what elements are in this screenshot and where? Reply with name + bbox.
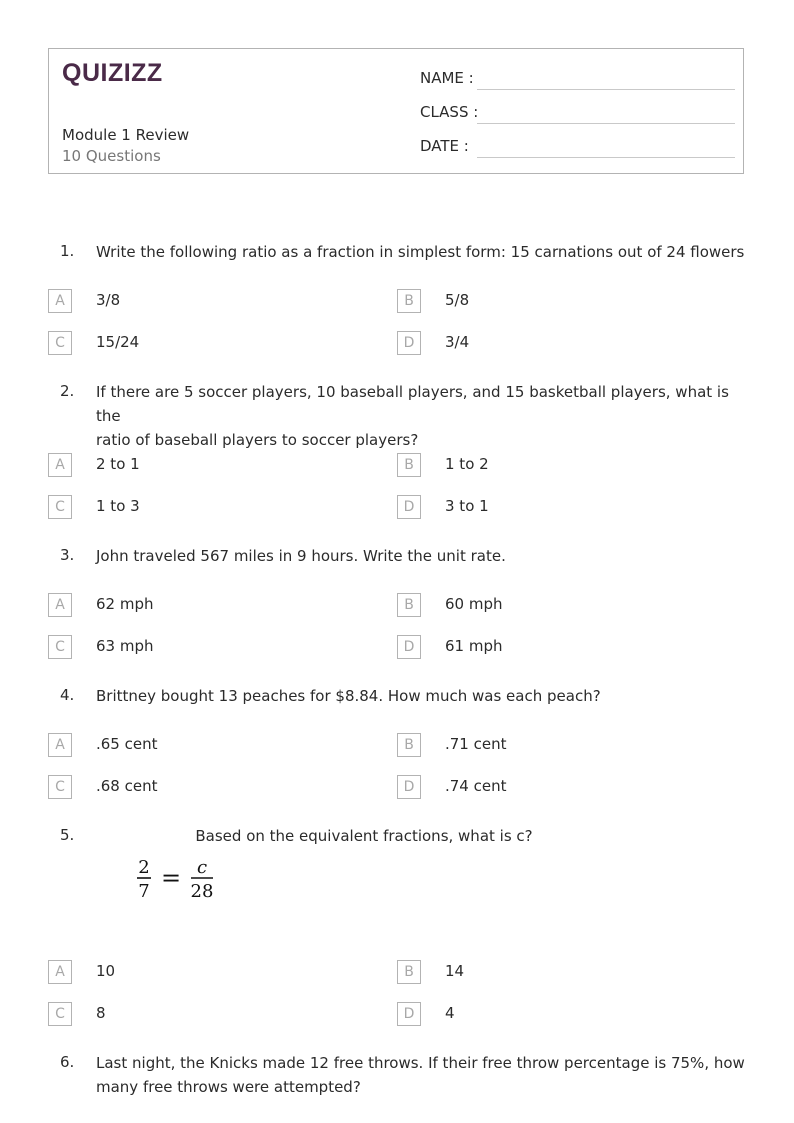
date-field[interactable] — [420, 137, 735, 157]
question-number: 4. — [60, 686, 75, 704]
option-text: .71 cent — [445, 735, 507, 753]
option-text: 4 — [445, 1004, 455, 1022]
option-letter-box: D — [397, 495, 421, 519]
option-text: 14 — [445, 962, 465, 980]
worksheet-title: Module 1 Review — [62, 126, 190, 144]
question-text — [96, 380, 746, 452]
option-text: 3 to 1 — [445, 497, 489, 515]
option-letter-box: C — [48, 331, 72, 355]
option-letter-box: B — [397, 960, 421, 984]
question-number: 2. — [60, 382, 75, 400]
date-label: DATE : — [420, 137, 469, 155]
fraction-equation-image — [136, 855, 226, 905]
option-letter-box: D — [397, 775, 421, 799]
option-letter-box: B — [397, 733, 421, 757]
left-denominator: 7 — [138, 881, 150, 902]
question-text — [96, 544, 746, 568]
worksheet-header — [48, 48, 744, 174]
question-text — [96, 240, 746, 264]
class-field[interactable] — [420, 103, 735, 123]
option-text: 8 — [96, 1004, 106, 1022]
option-text: 10 — [96, 962, 116, 980]
class-label: CLASS : — [420, 103, 479, 121]
question-number: 3. — [60, 546, 75, 564]
left-numerator: 2 — [138, 857, 150, 878]
equals-sign: = — [160, 864, 182, 892]
option-letter-box: D — [397, 635, 421, 659]
option-text: 3/4 — [445, 333, 470, 351]
option-letter-box: A — [48, 960, 72, 984]
option-text: 2 to 1 — [96, 455, 140, 473]
question-line: Based on the equivalent fractions, what is c? — [195, 827, 533, 845]
option-letter-box: D — [397, 1002, 421, 1026]
question-line: many free throws were attempted? — [96, 1078, 361, 1096]
question-line: Last night, the Knicks made 12 free throws. If their free throw percentage is 75%, how — [96, 1054, 745, 1072]
option-letter-box: C — [48, 1002, 72, 1026]
option-text: 1 to 2 — [445, 455, 489, 473]
option-text: .65 cent — [96, 735, 158, 753]
option-letter-box: A — [48, 289, 72, 313]
option-text: .68 cent — [96, 777, 158, 795]
question-number: 1. — [60, 242, 75, 260]
question-line: Write the following ratio as a fraction in simplest form: 15 carnations out of 24 flowers — [96, 243, 745, 261]
question-line: ratio of baseball players to soccer players? — [96, 431, 419, 449]
name-field[interactable] — [420, 69, 735, 89]
question-line: John traveled 567 miles in 9 hours. Write the unit rate. — [96, 547, 506, 565]
name-label: NAME : — [420, 69, 474, 87]
option-text: 3/8 — [96, 291, 121, 309]
date-line[interactable] — [477, 157, 735, 158]
right-numerator: c — [196, 857, 208, 878]
question-line: Brittney bought 13 peaches for $8.84. How much was each peach? — [96, 687, 601, 705]
option-letter-box: A — [48, 733, 72, 757]
question-count: 10 Questions — [62, 147, 161, 165]
question-number: 6. — [60, 1053, 75, 1071]
option-letter-box: A — [48, 453, 72, 477]
option-letter-box: D — [397, 331, 421, 355]
option-letter-box: C — [48, 775, 72, 799]
right-denominator: 28 — [190, 881, 214, 902]
option-text: 60 mph — [445, 595, 503, 613]
question-number: 5. — [60, 826, 75, 844]
question-line: If there are 5 soccer players, 10 baseball players, and 15 basketball players, what is the — [96, 383, 729, 425]
option-text: 63 mph — [96, 637, 154, 655]
option-letter-box: B — [397, 289, 421, 313]
name-line[interactable] — [477, 89, 735, 90]
option-text: 5/8 — [445, 291, 470, 309]
option-text: 61 mph — [445, 637, 503, 655]
option-letter-box: A — [48, 593, 72, 617]
option-letter-box: C — [48, 495, 72, 519]
option-letter-box: B — [397, 593, 421, 617]
option-text: .74 cent — [445, 777, 507, 795]
option-letter-box: C — [48, 635, 72, 659]
question-text — [96, 684, 746, 708]
option-text: 15/24 — [96, 333, 140, 351]
option-text: 62 mph — [96, 595, 154, 613]
question-text — [96, 824, 632, 848]
quizizz-logo: QUIZIZZ — [62, 59, 163, 87]
option-text: 1 to 3 — [96, 497, 140, 515]
class-line[interactable] — [477, 123, 735, 124]
option-letter-box: B — [397, 453, 421, 477]
question-text — [96, 1051, 746, 1099]
